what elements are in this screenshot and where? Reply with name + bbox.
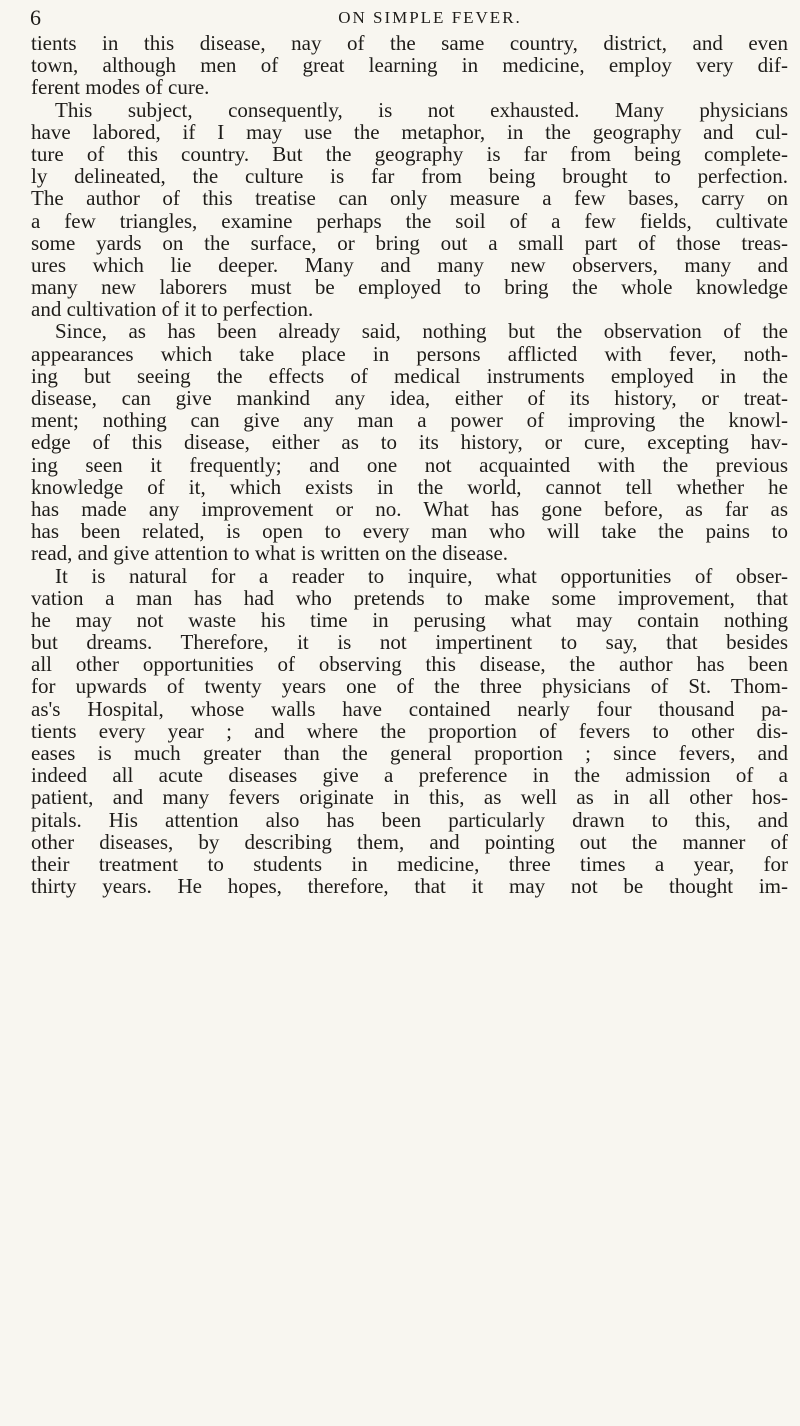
body-text [31,32,788,897]
text-line: ures which lie deeper. Many and many new observers, many and [31,252,788,277]
text-line: ing but seeing the effects of medical instruments employed in the [31,363,788,388]
text-line: all other opportunities of observing this disease, the author has been [31,652,788,677]
text-line: as's Hospital, whose walls have contained nearly four thousand pa- [31,696,788,721]
text-line: ture of this country. But the geography is far from being complete- [31,141,788,166]
page-number: 6 [30,5,41,30]
text-line: eases is much greater than the general proportion ; since fevers, and [31,741,788,765]
text-line: edge of this disease, either as to its history, or cure, excepting hav- [31,430,788,455]
text-line: It is natural for a reader to inquire, what opportunities of obser- [55,563,788,588]
text-line: The author of this treatise can only measure a few bases, carry on [31,186,788,211]
text-line: a few triangles, examine perhaps the soil of a few fields, cultivate [31,208,788,233]
text-line: for upwards of twenty years one of the three physicians of St. Thom- [31,674,788,699]
text-line: patient, and many fevers originate in this, as well as in all other hos- [31,785,788,810]
text-line: has been related, is open to every man who will take the pains to [31,519,788,544]
text-line: disease, can give mankind any idea, either of its history, or treat- [31,386,788,410]
text-line: read, and give attention to what is written on the disease. [31,541,509,566]
text-line: ferent modes of cure. [31,75,210,100]
text-line: town, although men of great learning in medicine, employ very dif- [31,53,788,78]
text-line: pitals. His attention also has been particularly drawn to this, and [31,807,788,832]
text-line: have labored, if I may use the metaphor, in the geography and cul- [31,119,788,144]
text-line: This subject, consequently, is not exhausted. Many physicians [55,97,788,122]
text-line: indeed all acute diseases give a preference in the admission of a [31,763,788,788]
text-line: other diseases, by describing them, and pointing out the manner of [31,829,788,854]
text-line: tients every year ; and where the proportion of fevers to other dis- [31,718,788,743]
text-line: appearances which take place in persons afflicted with fever, noth- [31,341,788,366]
text-line: but dreams. Therefore, it is not impertinent to say, that besides [31,630,788,655]
text-line: has made any improvement or no. What has gone before, as far as [31,496,788,521]
text-line: ing seen it frequently; and one not acquainted with the previous [31,452,788,477]
text-line: Since, as has been already said, nothing but the observation of the [55,319,788,344]
text-line: he may not waste his time in perusing what may contain nothing [31,607,788,632]
text-line: ment; nothing can give any man a power of improving the knowl- [31,408,788,433]
text-line: thirty years. He hopes, therefore, that it may not be thought im- [31,874,788,899]
running-title: ON SIMPLE FEVER. [338,8,522,27]
text-line: vation a man has had who pretends to make some improvement, that [31,585,788,610]
text-line: knowledge of it, which exists in the world, cannot tell whether he [31,474,788,499]
text-line: tients in this disease, nay of the same country, district, and even [31,31,788,55]
running-head [30,4,800,32]
text-line: ly delineated, the culture is far from being brought to perfection. [31,164,788,189]
text-line: some yards on the surface, or bring out a small part of those treas- [31,230,788,255]
text-line: many new laborers must be employed to bring the whole knowledge [31,275,788,300]
text-line: their treatment to students in medicine, three times a year, for [31,851,788,876]
text-line: and cultivation of it to perfection. [31,297,314,322]
